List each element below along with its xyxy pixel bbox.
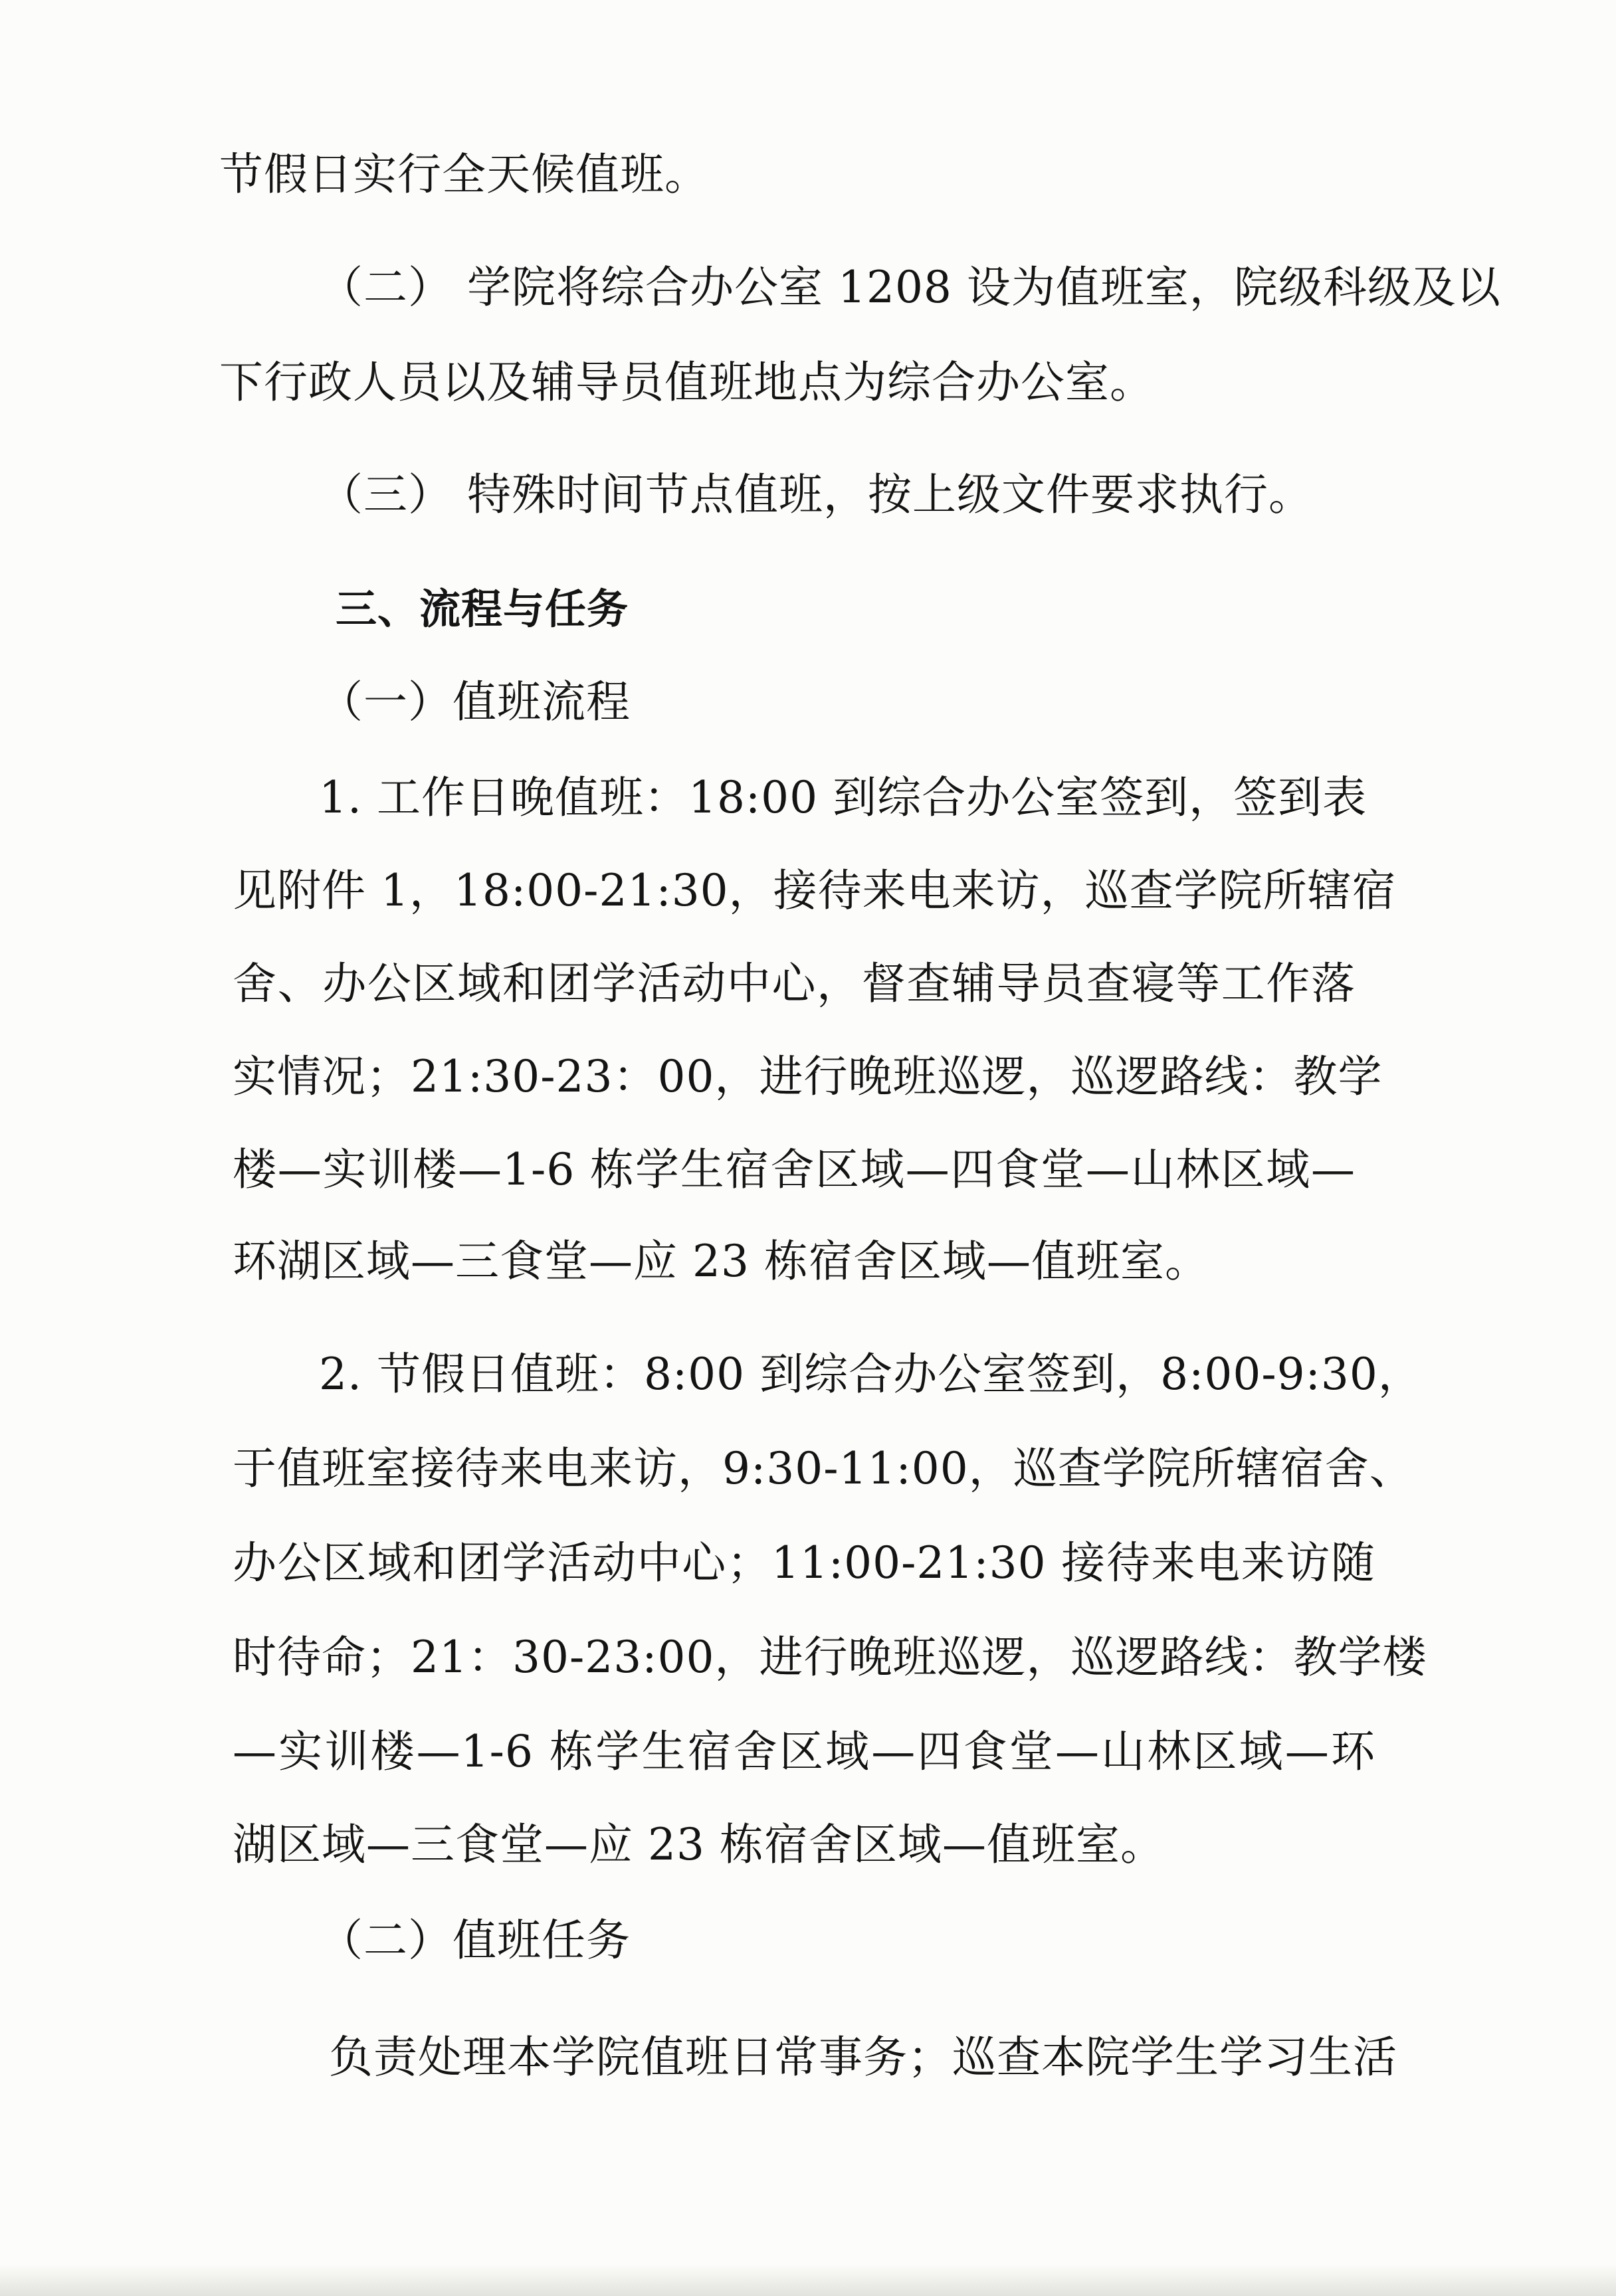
paragraph-line: 负责处理本学院值班日常事务；巡查本院学生学习生活 [329,2032,1397,2083]
paragraph-line: 办公区域和团学活动中心；11:00-21:30 接待来电来访随 [233,1537,1375,1588]
paragraph-line: （二） 学院将综合办公室 1208 设为值班室，院级科级及以 [319,262,1501,313]
paragraph-line: 湖区域—三食堂—应 23 栋宿舍区域—值班室。 [233,1819,1165,1870]
paragraph-line: 实情况；21:30-23：00，进行晚班巡逻，巡逻路线：教学 [233,1051,1383,1102]
subsection-heading: （一）值班流程 [319,676,631,727]
paragraph-line: 节假日实行全天候值班。 [219,149,709,200]
paragraph-line: 环湖区域—三食堂—应 23 栋宿舍区域—值班室。 [233,1236,1209,1287]
paragraph-line: —实训楼—1-6 栋学生宿舍区域—四食堂—山林区域—环 [233,1726,1375,1777]
paragraph-line: 见附件 1，18:00-21:30，接待来电来访，巡查学院所辖宿 [233,865,1397,916]
paragraph-line: 1. 工作日晚值班：18:00 到综合办公室签到，签到表 [319,772,1367,823]
paragraph-line: 下行政人员以及辅导员值班地点为综合办公室。 [219,357,1154,408]
paragraph-line: 时待命；21：30-23:00，进行晚班巡逻，巡逻路线：教学楼 [233,1632,1427,1683]
paragraph-line: 2. 节假日值班：8:00 到综合办公室签到，8:00-9:30， [319,1349,1423,1400]
paragraph-line: 楼—实训楼—1-6 栋学生宿舍区域—四食堂—山林区域— [233,1144,1356,1195]
subsection-heading: （二）值班任务 [319,1915,631,1966]
paragraph-line: 舍、办公区域和团学活动中心，督查辅导员查寝等工作落 [233,958,1356,1009]
paragraph-line: 于值班室接待来电来访，9:30-11:00，巡查学院所辖宿舍、 [233,1443,1414,1494]
page-bottom-shadow [0,2264,1616,2296]
section-heading: 三、流程与任务 [336,585,629,633]
paragraph-line: （三） 特殊时间节点值班，按上级文件要求执行。 [319,469,1313,520]
